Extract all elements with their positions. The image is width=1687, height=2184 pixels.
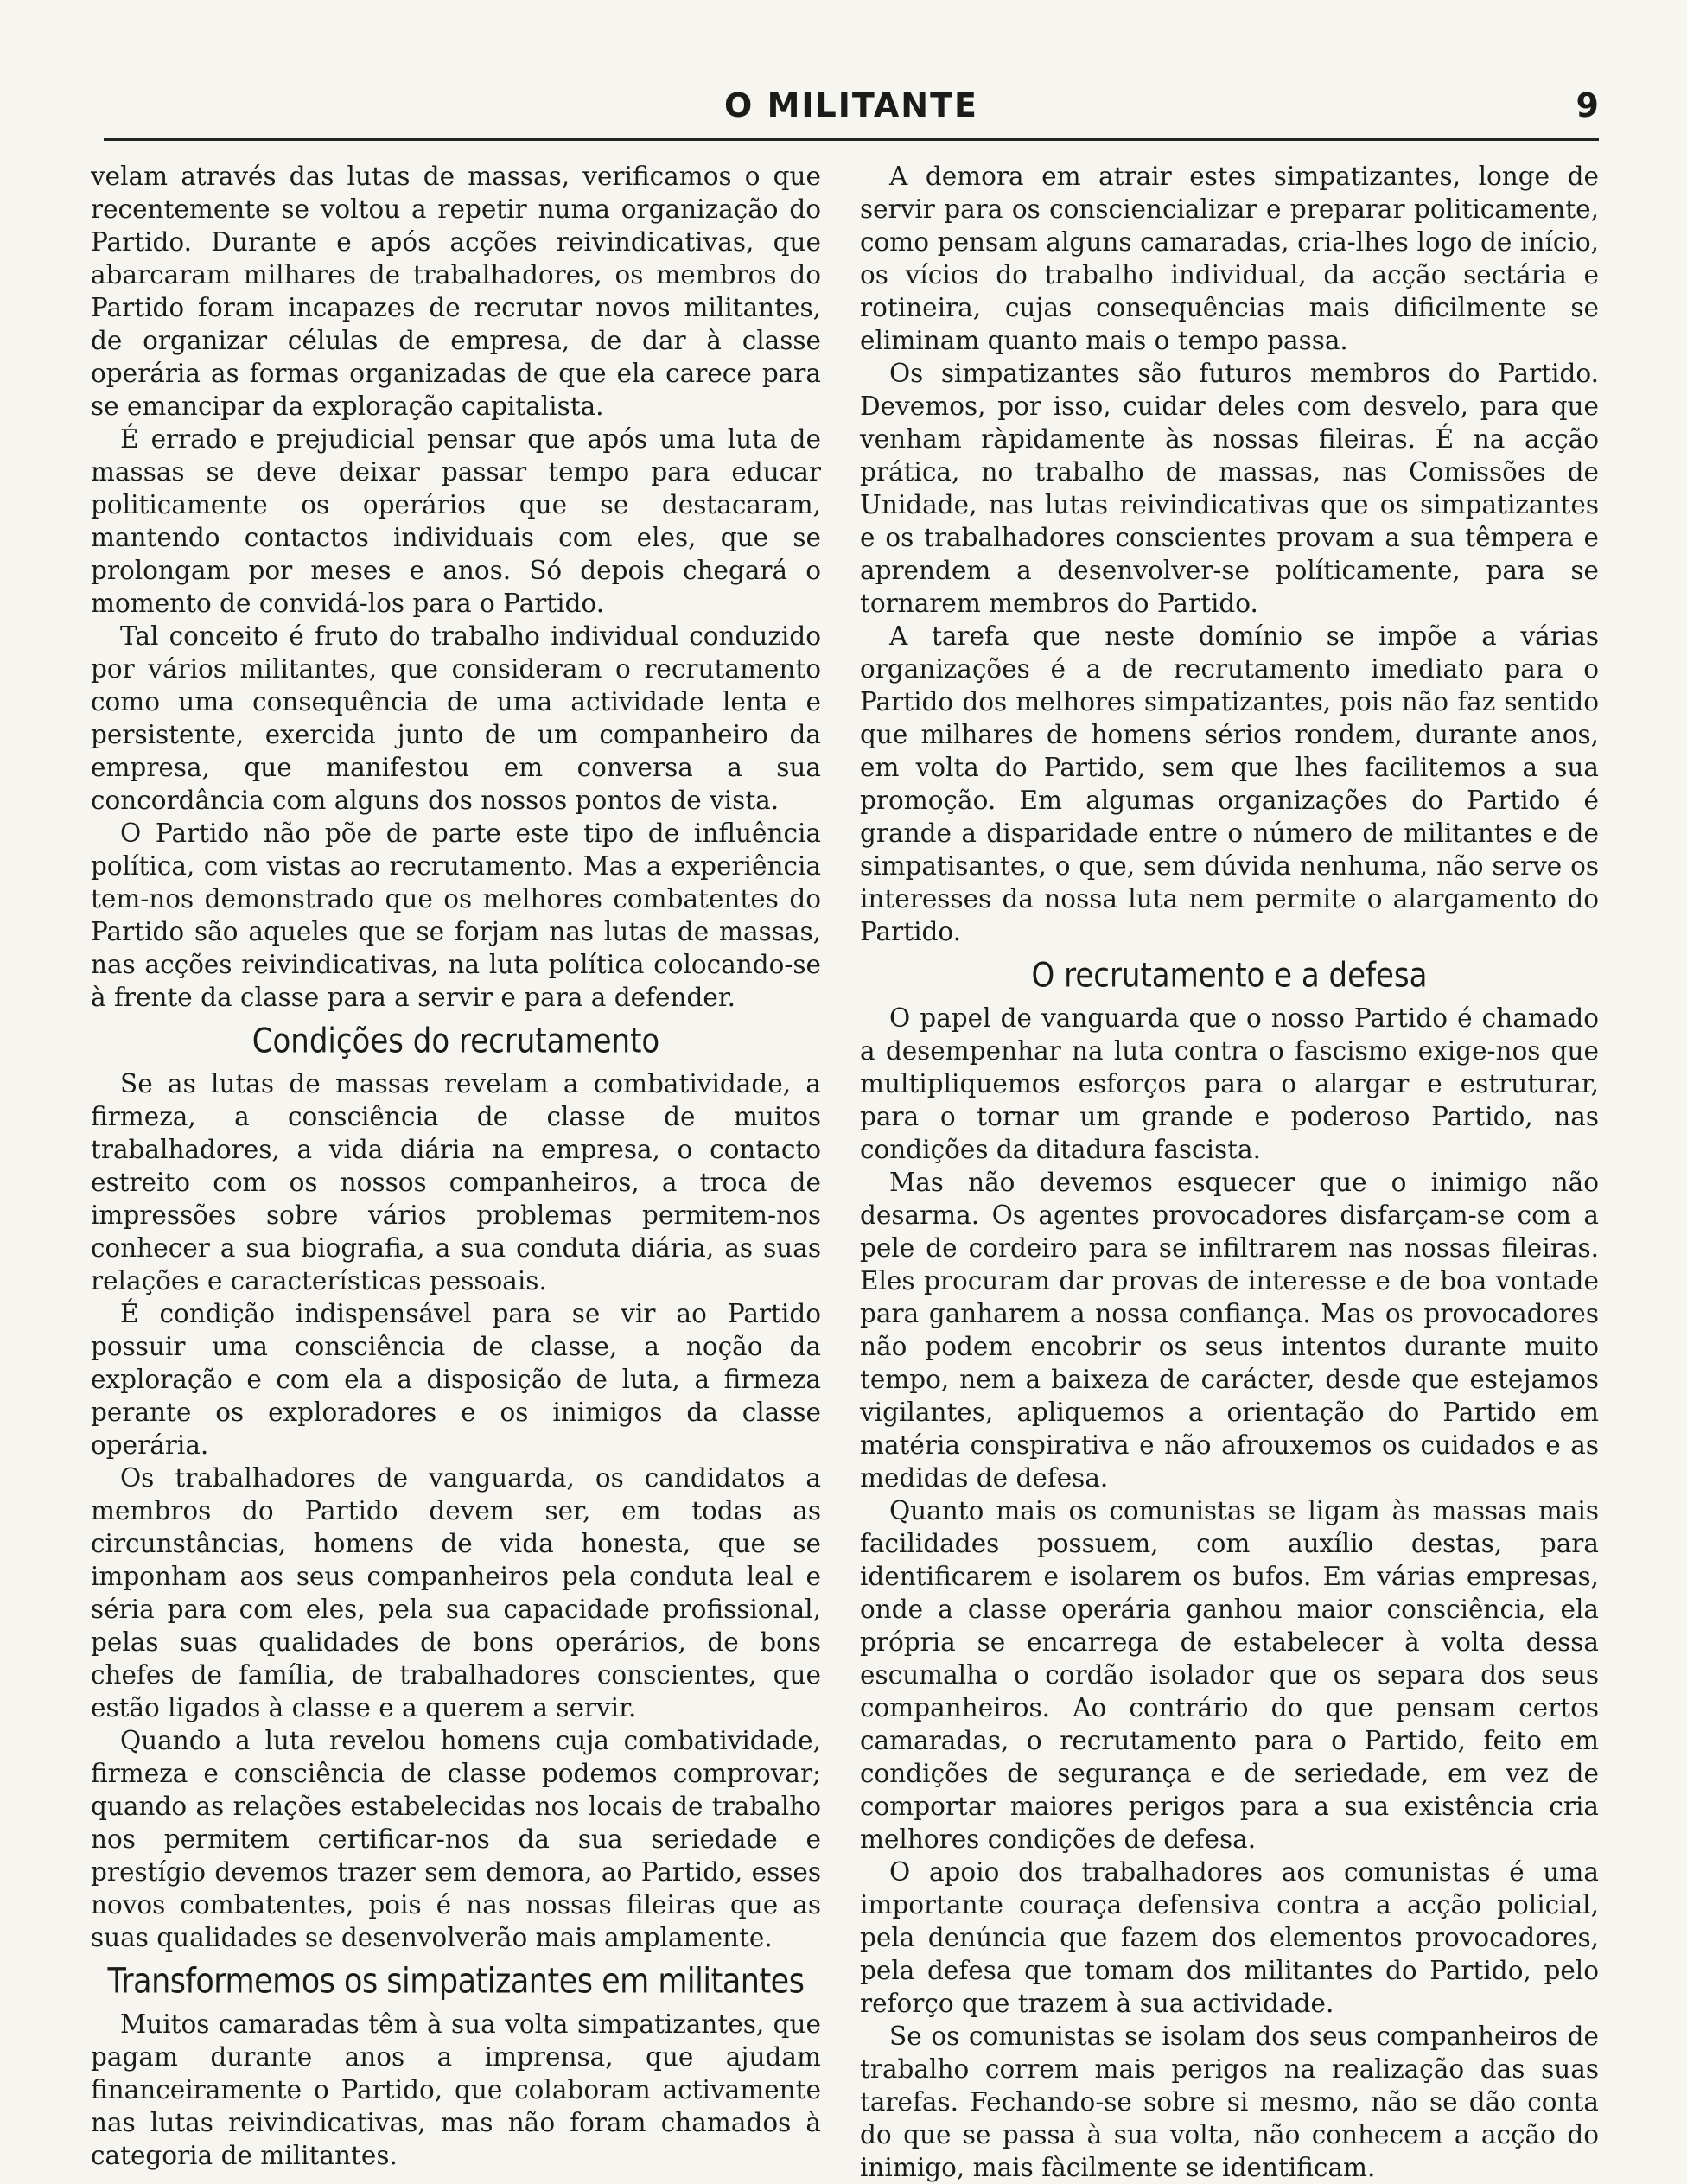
paragraph: Mas não devemos esquecer que o inimigo não desarma. Os agentes provocadores disfarçam-se com a pele de cordeiro para se infiltrarem nas nossas fileiras. Eles procuram dar provas de interesse e de boa vontade para ganharem a nossa confiança. Mas os provocadores não podem encobrir os seus intentos durante muito tempo, nem a baixeza de carácter, desde que estejamos vigilantes, apliquemos a orientação do Partido em matéria conspirativa e não afrouxemos os cuidados e as medidas de defesa. — [860, 1168, 1599, 1493]
section-heading: Condições do recrutamento — [251, 1022, 660, 1061]
paragraph: Se as lutas de massas revelam a combatividade, a firmeza, a consciência de classe de muitos trabalhadores, a vida diária na empresa, o contacto estreito com os nossos companheiros, a troca de impressões sobre vários problemas permitem-nos conhecer a sua biografia, a sua conduta diária, as suas relações e características pessoais. — [91, 1069, 821, 1296]
page-header — [104, 86, 1599, 137]
paragraph: O Partido não põe de parte este tipo de influência política, com vistas ao recrutamento. Mas a experiência tem-nos demonstrado que os melhores combatentes do Partido são aqueles que se forjam nas lutas de massas, nas acções reivindicativas, na luta política colocando-se à frente da classe para a servir e para a defender. — [91, 818, 821, 1012]
paragraph: Os trabalhadores de vanguarda, os candidatos a membros do Partido devem ser, em todas as circunstâncias, homens de vida honesta, que se imponham aos seus companheiros pela conduta leal e séria para com eles, pela sua capacidade profissional, pelas suas qualidades de bons operários, de bons chefes de família, de trabalhadores conscientes, que estão ligados à classe e a querem a servir. — [91, 1463, 821, 1722]
section-heading: O recrutamento e a defesa — [1031, 956, 1428, 996]
left-column — [91, 160, 821, 2172]
paragraph: Quando a luta revelou homens cuja combatividade, firmeza e consciência de classe podemos comprovar; quando as relações estabelecidas nos locais de trabalho nos permitem certificar-nos da sua seriedade e prestígio devemos trazer sem demora, ao Partido, esses novos combatentes, pois é nas nossas fileiras que as suas qualidades se desenvolverão mais amplamente. — [91, 1726, 821, 1952]
header-rule — [104, 138, 1599, 141]
page-number: 9 — [1576, 86, 1599, 124]
section-heading: Transformemos os simpatizantes em militantes — [107, 1962, 805, 2002]
paragraph: A tarefa que neste domínio se impõe a várias organizações é a de recrutamento imediato para o Partido dos melhores simpatizantes, pois não faz sentido que milhares de homens sérios rondem, durante anos, em volta do Partido, sem que lhes facilitemos a sua promoção. Em algumas organizações do Partido é grande a disparidade entre o número de militantes e de simpatisantes, o que, sem dúvida nenhuma, não serve os interesses da nossa luta nem permite o alargamento do Partido. — [860, 621, 1599, 946]
paragraph: Tal conceito é fruto do trabalho individual conduzido por vários militantes, que consideram o recrutamento como uma consequência de uma actividade lenta e persistente, exercida junto de um companheiro da empresa, que manifestou em conversa a sua concordância com alguns dos nossos pontos de vista. — [91, 621, 821, 815]
paragraph: velam através das lutas de massas, verificamos o que recentemente se voltou a repetir numa organização do Partido. Durante e após acções reivindicativas, que abarcaram milhares de trabalhadores, os membros do Partido foram incapazes de recrutar novos militantes, de organizar células de empresa, de dar à classe operária as formas organizadas de que ela carece para se emancipar da exploração capitalista. — [91, 162, 821, 421]
paragraph: É condição indispensável para se vir ao Partido possuir uma consciência de classe, a noção da exploração e com ela a disposição de luta, a firmeza perante os exploradores e os inimigos da classe operária. — [91, 1299, 821, 1460]
paragraph: É errado e prejudicial pensar que após uma luta de massas se deve deixar passar tempo para educar politicamente os operários que se destacaram, mantendo contactos individuais com eles, que se prolongam por meses e anos. Só depois chegará o momento de convidá-los para o Partido. — [91, 424, 821, 618]
right-column — [860, 160, 1599, 2184]
paragraph: Se os comunistas se isolam dos seus companheiros de trabalho correm mais perigos na realização das suas tarefas. Fechando-se sobre si mesmo, não se dão conta do que se passa à sua volta, não conhecem a acção do inimigo, mais fàcilmente se identificam. — [860, 2022, 1599, 2182]
paragraph: O papel de vanguarda que o nosso Partido é chamado a desempenhar na luta contra o fascismo exige-nos que multipliquemos esforços para o alargar e estruturar, para o tornar um grande e poderoso Partido, nas condições da ditadura fascista. — [860, 1003, 1599, 1164]
paragraph: A demora em atrair estes simpatizantes, longe de servir para os consciencializar e preparar politicamente, como pensam alguns camaradas, cria-lhes logo de início, os vícios do trabalho individual, da acção sectária e rotineira, cujas consequências mais dificilmente se eliminam quanto mais o tempo passa. — [860, 162, 1599, 355]
paragraph: Quanto mais os comunistas se ligam às massas mais facilidades possuem, com auxílio destas, para identificarem e isolarem os bufos. Em várias empresas, onde a classe operária ganhou maior consciência, ela própria se encarrega de estabelecer à volta dessa escumalha o cordão isolador que os separa dos seus companheiros. Ao contrário do que pensam certos camaradas, o recrutamento para o Partido, feito em condições de segurança e de seriedade, em vez de comportar maiores perigos para a sua existência cria melhores condições de defesa. — [860, 1496, 1599, 1854]
paragraph: Muitos camaradas têm à sua volta simpatizantes, que pagam durante anos a imprensa, que ajudam financeiramente o Partido, que colaboram activamente nas lutas reivindicativas, mas não foram chamados à categoria de militantes. — [91, 2009, 821, 2170]
paragraph: Os simpatizantes são futuros membros do Partido. Devemos, por isso, cuidar deles com desvelo, para que venham ràpidamente às nossas fileiras. É na acção prática, no trabalho de massas, nas Comissões de Unidade, nas lutas reivindicativas que os simpatizantes e os trabalhadores conscientes provam a sua têmpera e aprendem a desenvolver-se políticamente, para se tornarem membros do Partido. — [860, 359, 1599, 618]
publication-title: O MILITANTE — [724, 86, 978, 124]
paragraph: O apoio dos trabalhadores aos comunistas é uma importante couraça defensiva contra a acção policial, pela denúncia que fazem dos elementos provocadores, pela defesa que tomam dos militantes do Partido, pelo reforço que trazem à sua actividade. — [860, 1857, 1599, 2018]
